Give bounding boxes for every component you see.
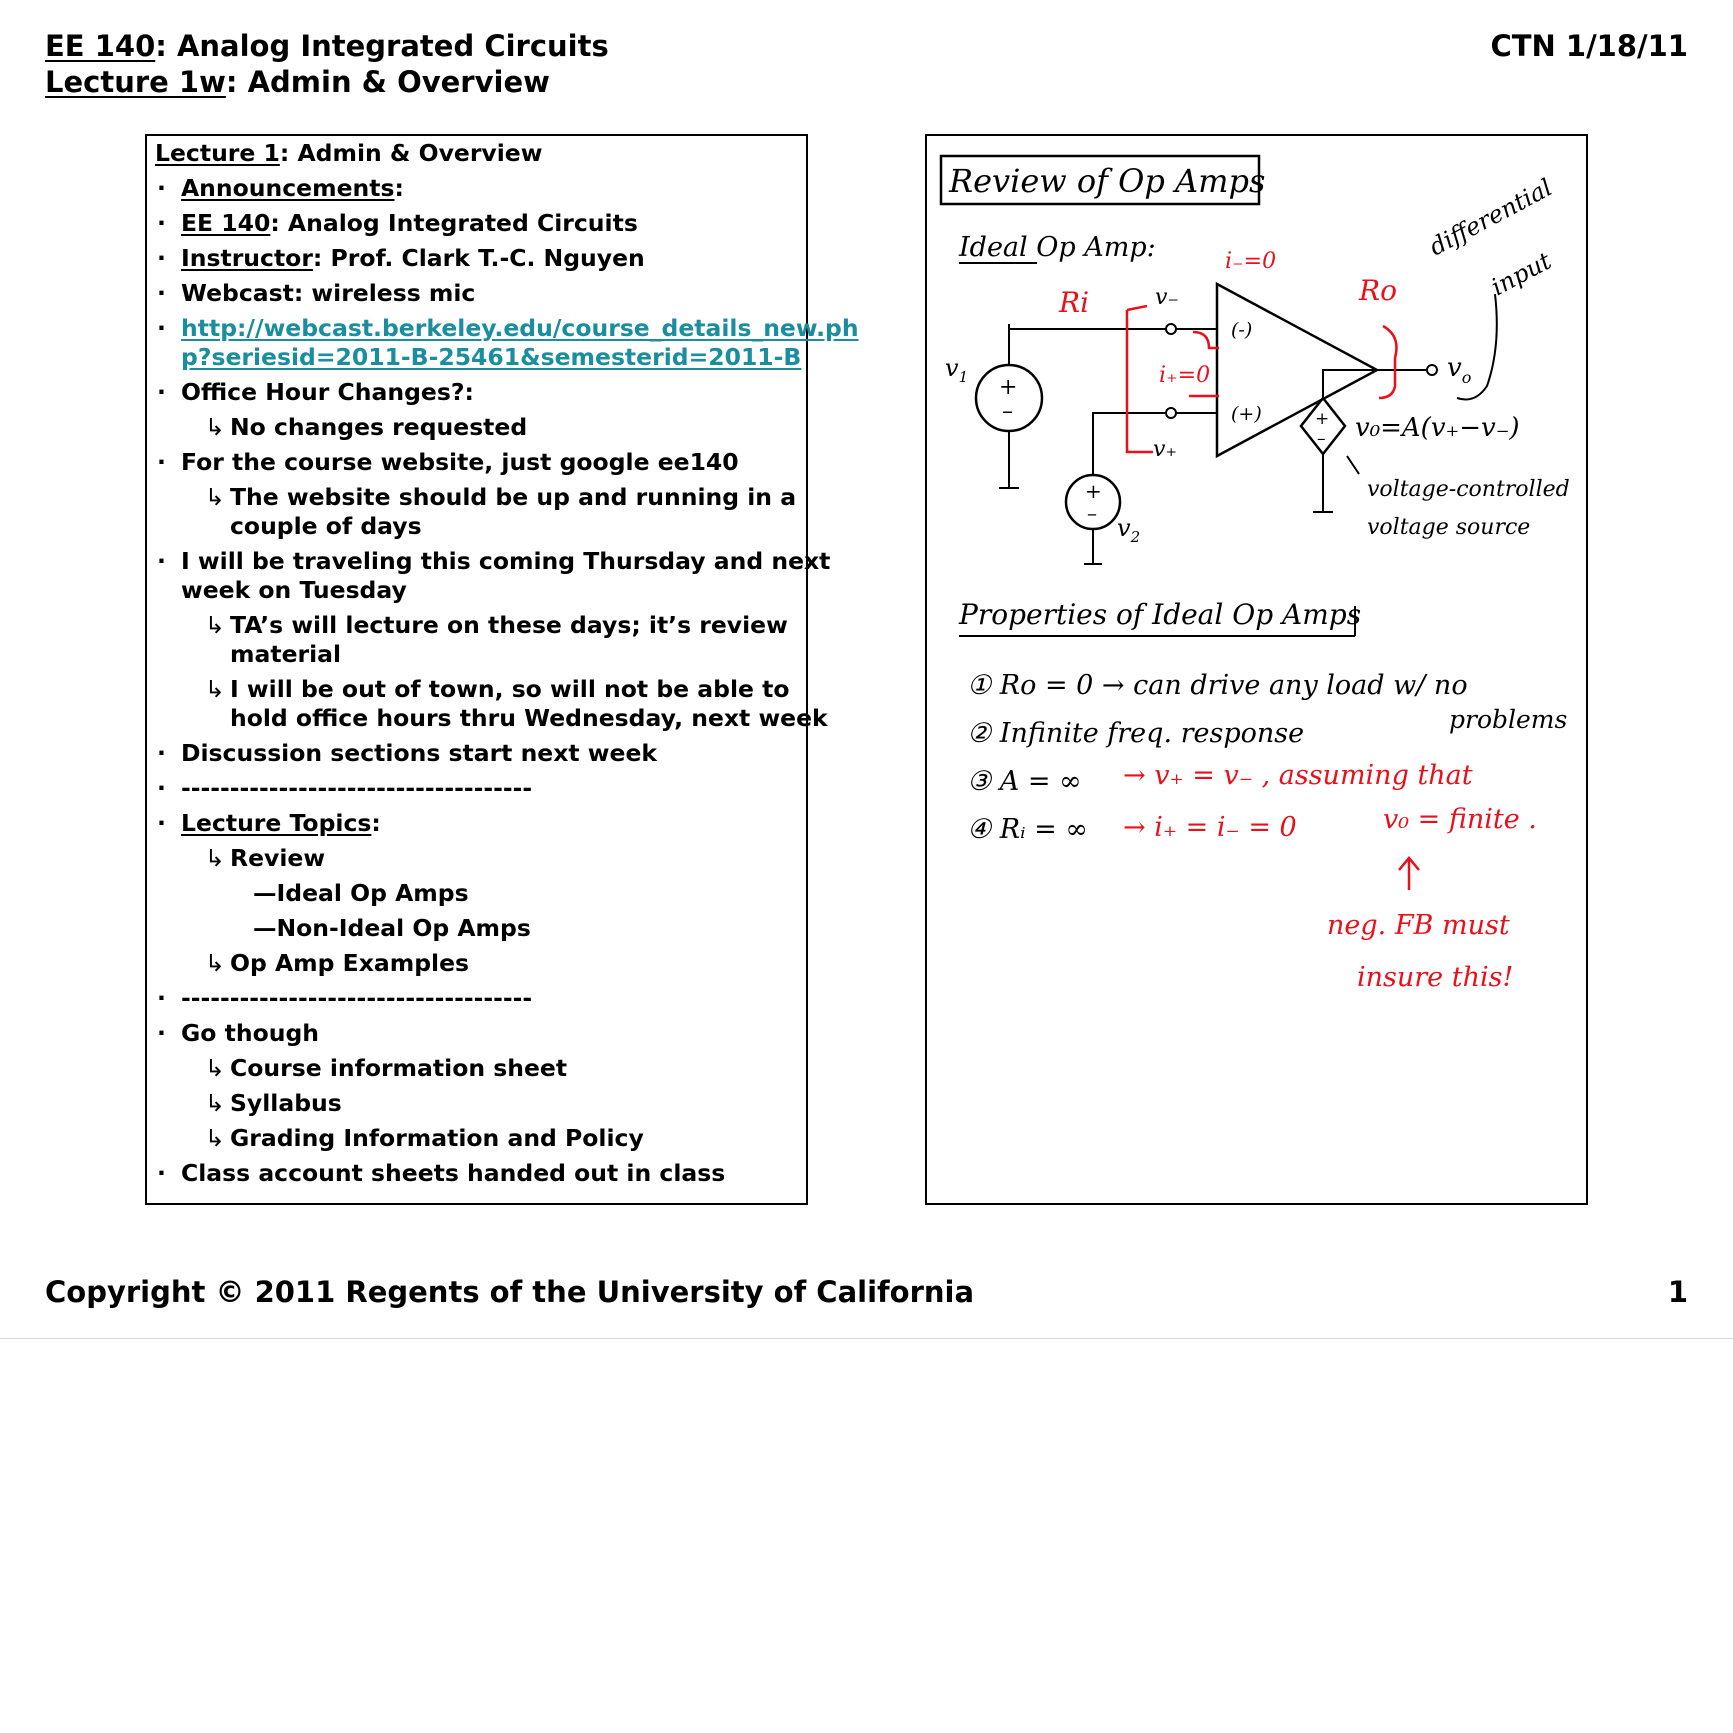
arrow-icon: ↳ [205, 1089, 225, 1117]
announcements-label: Announcements [181, 174, 395, 202]
left-slide [145, 134, 859, 1205]
sub-item-text: Grading Information and Policy [230, 1124, 644, 1152]
ideal-label: Ideal Op Amp: [959, 232, 1156, 263]
slide-title-rest: : Admin & Overview [279, 139, 543, 167]
arrow-icon: ↳ [205, 1054, 225, 1082]
list-item: · For the course website, just google ee140 [155, 448, 800, 477]
course-title: : Analog Integrated Circuits [155, 29, 609, 63]
link-line-1[interactable]: http://webcast.berkeley.edu/course_details_new.ph [181, 314, 859, 342]
terminal-output [1427, 365, 1437, 375]
arrow-icon: ↳ [205, 611, 225, 639]
sub-item [155, 611, 800, 640]
arrow-icon: ↳ [205, 413, 225, 441]
sub-item [155, 413, 800, 442]
v2-label [1117, 514, 1140, 546]
lecture-title: : Admin & Overview [225, 65, 550, 99]
sub-item [155, 844, 800, 873]
list-item: · Class account sheets handed out in class [155, 1159, 800, 1188]
page-number: 1 [1667, 1275, 1688, 1309]
arrow-icon: ↳ [205, 949, 225, 977]
sub-item [155, 949, 800, 978]
sub-item-text: Course information sheet [230, 1054, 568, 1082]
property-4: ④ Rᵢ = ∞ [967, 814, 1088, 845]
sub-item-text: Syllabus [230, 1089, 342, 1117]
sub-item-cont: material [230, 640, 342, 668]
list-item [155, 244, 800, 273]
i-minus-label: i₋=0 [1225, 249, 1277, 274]
slide-notes [155, 139, 859, 1188]
plus-terminal: (+) [1231, 403, 1262, 425]
source-v2-plus: + [1085, 479, 1102, 503]
arrow-icon: ↳ [205, 844, 225, 872]
link-line-2[interactable]: p?seriesid=2011-B-25461&semesterid=2011-B [181, 343, 802, 371]
dash-separator: · ------------------------------------ [155, 774, 800, 803]
course-code: EE 140 [45, 29, 156, 63]
list-item [155, 209, 800, 238]
differential-label: differential [1424, 173, 1557, 262]
source-v2-minus: – [1087, 501, 1097, 525]
list-item: · I will be traveling this coming Thursday and next [155, 547, 800, 576]
property-1-cont: problems [1449, 705, 1568, 734]
property-3-red: → v₊ = v₋ , assuming that [1123, 760, 1473, 791]
sub-item-text: I will be out of town, so will not be able to [230, 675, 790, 703]
arrow-icon: ↳ [205, 1124, 225, 1152]
vcvs-pointer-arrow [1347, 456, 1359, 474]
topics-label: Lecture Topics [181, 809, 372, 837]
vo-label [1447, 353, 1471, 387]
page-header [45, 28, 609, 100]
course-rest: : Analog Integrated Circuits [270, 209, 638, 237]
list-item-cont: week on Tuesday [181, 576, 407, 604]
v2-sub: 2 [1130, 528, 1141, 546]
input-label: input [1486, 246, 1556, 302]
v1-sub: 1 [958, 368, 969, 386]
vcvs-plus: + [1315, 409, 1330, 429]
list-item: · Office Hour Changes?: [155, 378, 800, 407]
sub-item [155, 1054, 800, 1083]
sub-item [155, 1124, 800, 1153]
terminal-minus [1166, 324, 1176, 334]
vo-equation: v₀=A(v₊−v₋) [1355, 413, 1520, 443]
ro-label: Ro [1359, 274, 1397, 307]
webcast-link[interactable] [155, 314, 859, 343]
vminus-label: v₋ [1155, 285, 1180, 310]
header-line-2 [45, 64, 609, 100]
sub-item-text: The website should be up and running in a [230, 483, 797, 511]
wire-minus [1009, 324, 1167, 329]
ri-label: Ri [1059, 286, 1090, 319]
review-title: Review of Op Amps [949, 162, 1266, 200]
vo-finite: v₀ = finite . [1383, 804, 1537, 835]
list-item [155, 174, 800, 203]
page-divider [0, 1338, 1733, 1339]
v1-label [945, 354, 968, 386]
sub-item-cont: couple of days [230, 512, 422, 540]
source-v1-plus: + [999, 375, 1018, 400]
sub-item-text: TA’s will lecture on these days; it’s review [230, 611, 788, 639]
instructor-name: : Prof. Clark T.-C. Nguyen [312, 244, 645, 272]
slide-title [155, 139, 800, 168]
terminal-plus [1166, 408, 1176, 418]
vcvs-label-2: voltage source [1367, 515, 1531, 540]
sub-item [155, 1089, 800, 1118]
props-title: Properties of Ideal Op Amps [959, 598, 1362, 631]
colon: : [371, 809, 381, 837]
i-minus-arrow [1193, 332, 1219, 348]
vcvs-minus: – [1317, 429, 1326, 449]
sub-item [155, 675, 800, 704]
arrow-icon: ↳ [205, 675, 225, 703]
minus-terminal: (-) [1231, 319, 1253, 341]
right-slide [925, 134, 1588, 1205]
vplus-label: v₊ [1153, 437, 1178, 462]
dash-separator: · ------------------------------------ [155, 984, 800, 1013]
lecture-code: Lecture 1w [45, 65, 226, 99]
neg-fb-2: insure this! [1357, 962, 1514, 993]
webcast-link-cont[interactable] [155, 343, 800, 372]
handwritten-notes [927, 136, 1586, 1203]
ri-bracket [1127, 310, 1153, 452]
author-date: CTN 1/18/11 [1490, 29, 1688, 63]
vo-sub: o [1461, 368, 1472, 387]
sub-sub-item: —Non-Ideal Op Amps [253, 914, 531, 942]
sub-item-text: Review [230, 844, 326, 872]
ri-bracket-top [1127, 306, 1147, 310]
header-line-1 [45, 28, 609, 64]
neg-fb-1: neg. FB must [1327, 910, 1510, 941]
sub-item-text: No changes requested [230, 413, 528, 441]
list-item: · Discussion sections start next week [155, 739, 800, 768]
colon: : [394, 174, 404, 202]
property-1: ① Ro = 0 → can drive any load w/ no [967, 670, 1468, 701]
sub-item-cont: hold office hours thru Wednesday, next week [230, 704, 828, 732]
course-code-ref: EE 140 [181, 209, 271, 237]
list-item [155, 809, 800, 838]
instructor-label: Instructor [181, 244, 313, 272]
v2-letter: v [1117, 514, 1131, 542]
property-4-red: → i₊ = i₋ = 0 [1123, 812, 1297, 843]
ro-bracket [1379, 326, 1397, 398]
slide-title-code: Lecture 1 [155, 139, 280, 167]
property-2: ② Infinite freq. response [967, 718, 1305, 749]
vcvs-label-1: voltage-controlled [1367, 477, 1570, 502]
source-v1-minus: – [1002, 399, 1013, 424]
sub-sub-item: —Ideal Op Amps [253, 879, 469, 907]
vo-letter: v [1447, 353, 1462, 383]
arrow-icon: ↳ [205, 483, 225, 511]
list-item: · Webcast: wireless mic [155, 279, 800, 308]
i-plus-label: i₊=0 [1159, 363, 1211, 388]
v1-letter: v [945, 354, 959, 382]
copyright: Copyright © 2011 Regents of the University of California [45, 1275, 975, 1309]
list-item: · Go though [155, 1019, 800, 1048]
property-3: ③ A = ∞ [967, 766, 1082, 797]
sub-item [155, 483, 800, 512]
sub-item-text: Op Amp Examples [230, 949, 470, 977]
